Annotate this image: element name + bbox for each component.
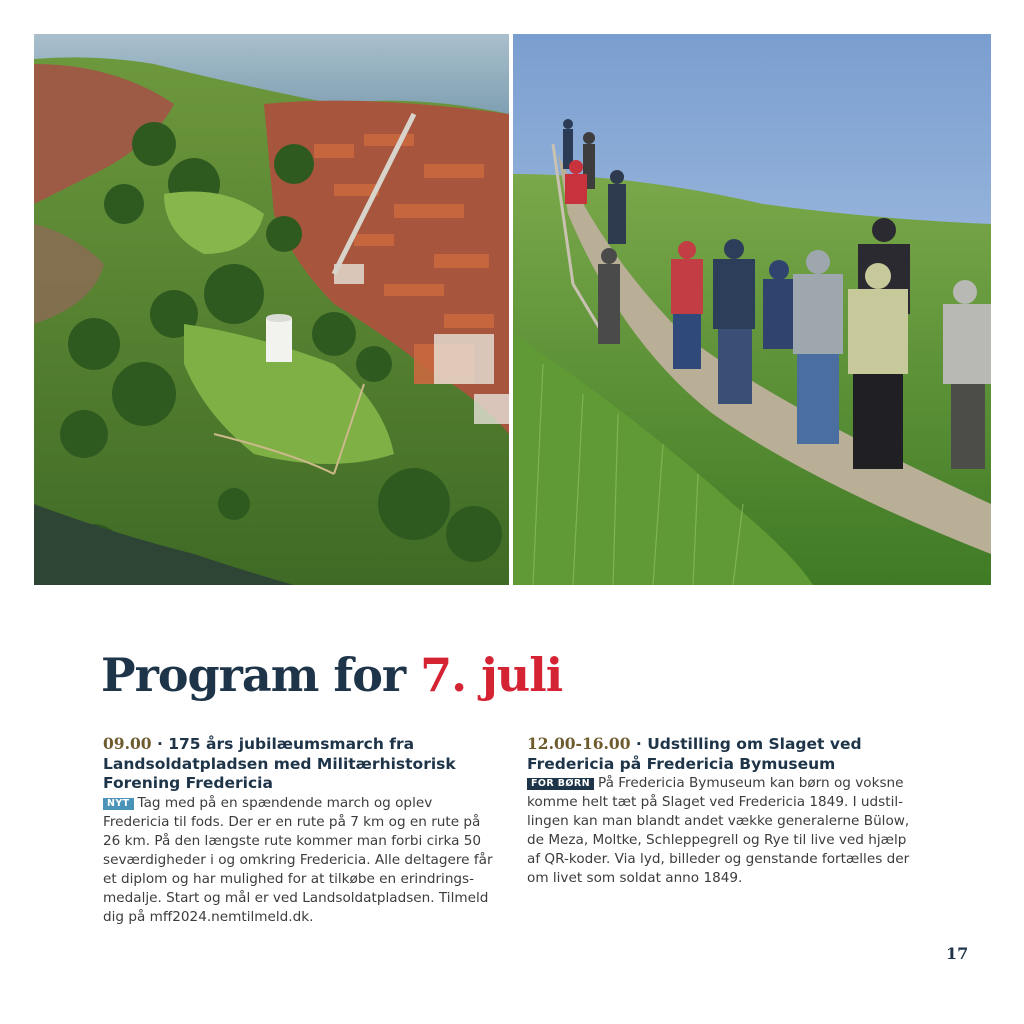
program-entry-march	[103, 734, 495, 927]
entry-title	[527, 734, 919, 774]
page-title	[101, 648, 562, 702]
walking-photo-illustration	[513, 34, 991, 585]
entry-description	[527, 774, 919, 889]
title-prefix: Program for	[101, 648, 421, 702]
entry-body-text: Tag med på en spændende march og oplev Fredericia til fods. Der er en rute på 7 km og en rute på 26 km. På den længste rute kommer man forbi cirka 50 seværdigheder i og omkring Fredericia. Alle deltagere får et diplom og har mulighed for at tilkøbe en erindrings-medalje. Start og mål er ved Landsoldatpladsen. Tilmeld dig på mff2024.nemtilmeld.dk.	[103, 794, 493, 926]
entry-description	[103, 794, 495, 928]
entry-time: 12.00-16.00	[527, 734, 631, 753]
title-date: 7. juli	[420, 648, 563, 702]
entry-body-text: På Fredericia Bymuseum kan børn og voksne komme helt tæt på Slaget ved Fredericia 1849. I udstil-lingen kan man blandt andet vække generalerne Bülow, de Meza, Moltke, Schleppegrell og Rye til live ved hjælp af QR-koder. Via lyd, billeder og genstande fortælles der om livet som soldat anno 1849.	[527, 775, 910, 887]
entry-title-text: · 175 års jubilæumsmarch fra Landsoldatpladsen med Militærhistorisk Forening Fredericia	[103, 735, 456, 792]
entry-time: 09.00	[103, 734, 152, 753]
new-badge: NYT	[103, 798, 134, 810]
page-number: 17	[946, 944, 969, 963]
entry-title	[103, 734, 495, 794]
aerial-photo-illustration	[34, 34, 509, 585]
people-walking-rampart-photo	[513, 34, 991, 585]
for-kids-badge: FOR BØRN	[527, 778, 594, 790]
program-entry-exhibition	[527, 734, 919, 889]
aerial-town-rampart-photo	[34, 34, 509, 585]
entry-title-text: · Udstilling om Slaget ved Fredericia på Fredericia Bymuseum	[527, 735, 862, 773]
